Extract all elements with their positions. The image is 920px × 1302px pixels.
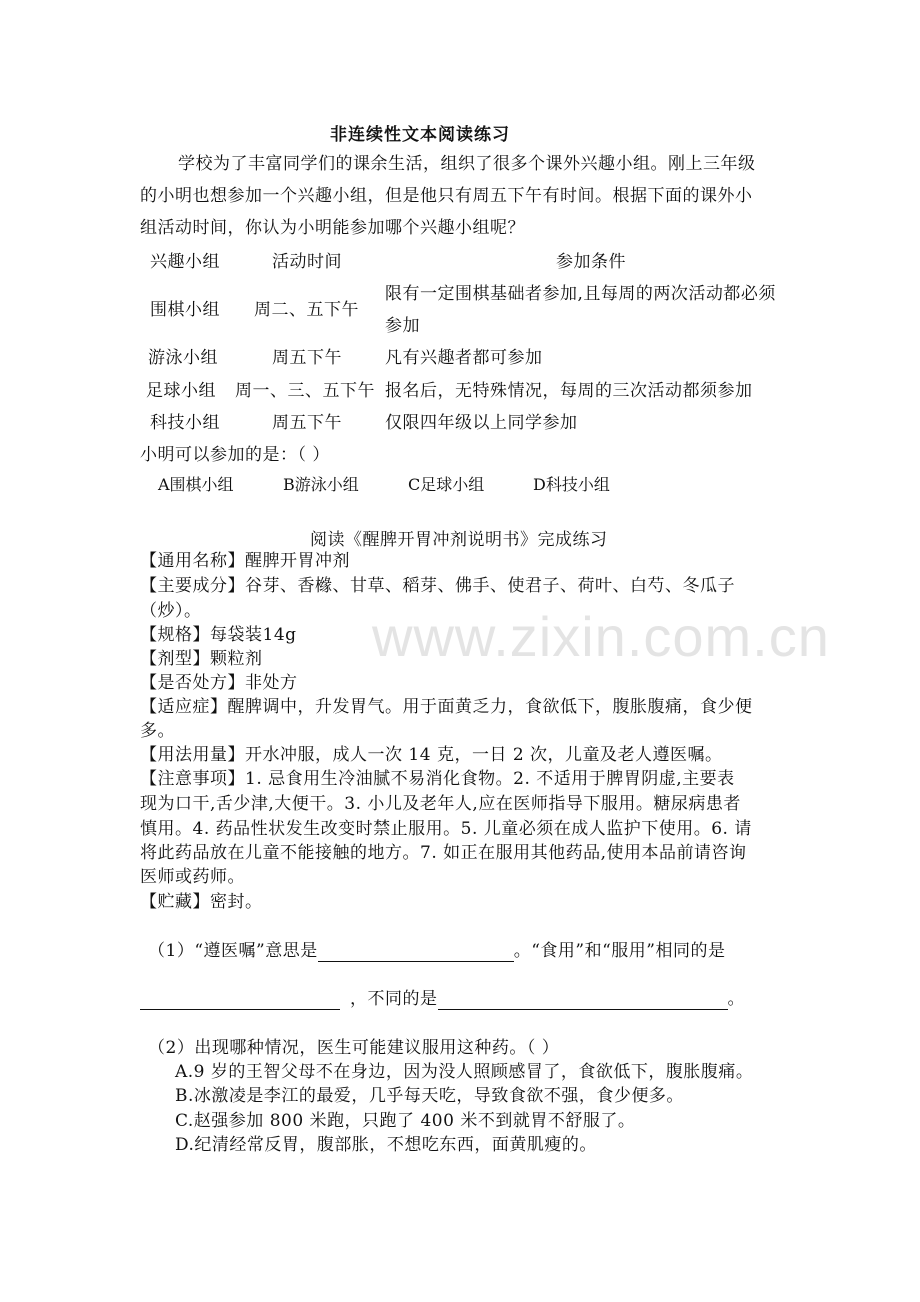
- q2-prompt: （2）出现哪种情况，医生可能建议服用这种药。（ ）: [148, 1038, 560, 1058]
- intro-line-2: 的小明也想参加一个兴趣小组，但是他只有周五下午有时间。根据下面的课外小: [140, 186, 753, 206]
- table-row-4-group: 科技小组: [150, 413, 220, 433]
- table-row-1-group: 围棋小组: [150, 300, 220, 320]
- q2-option-c: C.赵强参加 800 米跑，只跑了 400 米不到就胃不舒服了。: [175, 1111, 636, 1131]
- page-title: 非连续性文本阅读练习: [330, 125, 510, 145]
- q2-option-b: B.冰激凌是李江的最爱，几乎每天吃，导致食欲不强，食少便多。: [175, 1086, 684, 1106]
- answer-blank-1[interactable]: [318, 945, 514, 962]
- manual-line-2: 【主要成分】谷芽、香橼、甘草、稻芽、佛手、使君子、荷叶、白芍、冬瓜子: [140, 576, 735, 596]
- q1-option-c: C足球小组: [408, 475, 485, 494]
- manual-line-8: 多。: [140, 721, 175, 741]
- table-row-1-condition-line-1: 限有一定围棋基础者参加,且每周的两次活动都必须: [385, 284, 776, 304]
- q1-option-a: A围棋小组: [158, 475, 234, 494]
- intro-line-3: 组活动时间，你认为小明能参加哪个兴趣小组呢？: [140, 218, 525, 238]
- table-row-1-time: 周二、五下午: [254, 300, 359, 320]
- manual-line-5: 【剂型】颗粒剂: [140, 649, 263, 669]
- manual-line-14: 医师或药师。: [140, 867, 245, 887]
- manual-line-10: 【注意事项】1. 忌食用生冷油腻不易消化食物。2. 不适用于脾胃阴虚,主要表: [140, 769, 735, 789]
- table-row-4-condition: 仅限四年级以上同学参加: [385, 413, 578, 433]
- fill-line-1: [148, 940, 725, 962]
- table-row-1-condition-line-2: 参加: [385, 316, 420, 336]
- fill-line-2-text-b: 。: [727, 989, 745, 1009]
- manual-line-1: 【通用名称】醒脾开胃冲剂: [140, 551, 350, 571]
- manual-line-13: 将此药品放在儿童不能接触的地方。7. 如正在服用其他药品,使用本品前请咨询: [140, 843, 747, 863]
- manual-line-12: 慎用。4. 药品性状发生改变时禁止服用。5. 儿童必须在成人监护下使用。6. 请: [140, 819, 752, 839]
- manual-line-9: 【用法用量】开水冲服，成人一次 14 克，一日 2 次，儿童及老人遵医嘱。: [140, 745, 723, 765]
- q1-prompt: 小明可以参加的是：（ ）: [140, 445, 330, 465]
- q1-option-b: B游泳小组: [283, 475, 359, 494]
- q2-option-a: A.9 岁的王智父母不在身边，因为没人照顾感冒了，食欲低下，腹胀腹痛。: [175, 1062, 754, 1082]
- manual-line-6: 【是否处方】非处方: [140, 673, 298, 693]
- fill-line-2: [140, 988, 745, 1010]
- table-row-3-condition: 报名后，无特殊情况，每周的三次活动都须参加: [385, 381, 753, 401]
- table-header-condition: 参加条件: [556, 252, 626, 272]
- table-header-group: 兴趣小组: [150, 252, 220, 272]
- table-row-3-time: 周一、三、五下午: [235, 381, 375, 401]
- section-2-title: 阅读《醒脾开胃冲剂说明书》完成练习: [310, 530, 608, 550]
- table-header-time: 活动时间: [272, 252, 342, 272]
- manual-line-11: 现为口干,舌少津,大便干。3. 小儿及老年人,应在医师指导下服用。糖尿病患者: [140, 794, 741, 814]
- manual-line-3: （炒）。: [140, 601, 202, 621]
- table-row-3-group: 足球小组: [146, 381, 216, 401]
- table-row-4-time: 周五下午: [272, 413, 342, 433]
- manual-line-4: 【规格】每袋装14g: [140, 625, 297, 645]
- table-row-2-time: 周五下午: [272, 348, 342, 368]
- fill-line-1-text-a: （1）“遵医嘱”意思是: [148, 941, 318, 961]
- manual-line-7: 【适应症】醒脾调中，升发胃气。用于面黄乏力，食欲低下，腹胀腹痛，食少便: [140, 697, 753, 717]
- manual-line-15: 【贮藏】密封。: [140, 892, 263, 912]
- q2-option-d: D.纪清经常反胃，腹部胀，不想吃东西，面黄肌瘦的。: [175, 1135, 597, 1155]
- answer-blank-2[interactable]: [140, 993, 340, 1010]
- fill-line-1-text-b: 。“食用”和“服用”相同的是: [513, 941, 726, 961]
- answer-blank-3[interactable]: [438, 993, 728, 1010]
- watermark-text: www.zixin.com.cn: [372, 605, 830, 668]
- intro-line-1: 学校为了丰富同学们的课余生活，组织了很多个课外兴趣小组。刚上三年级: [178, 154, 756, 174]
- table-row-2-group: 游泳小组: [148, 348, 218, 368]
- table-row-2-condition: 凡有兴趣者都可参加: [385, 348, 543, 368]
- q1-option-d: D科技小组: [533, 475, 610, 494]
- fill-line-2-text-a: ，不同的是: [350, 989, 438, 1009]
